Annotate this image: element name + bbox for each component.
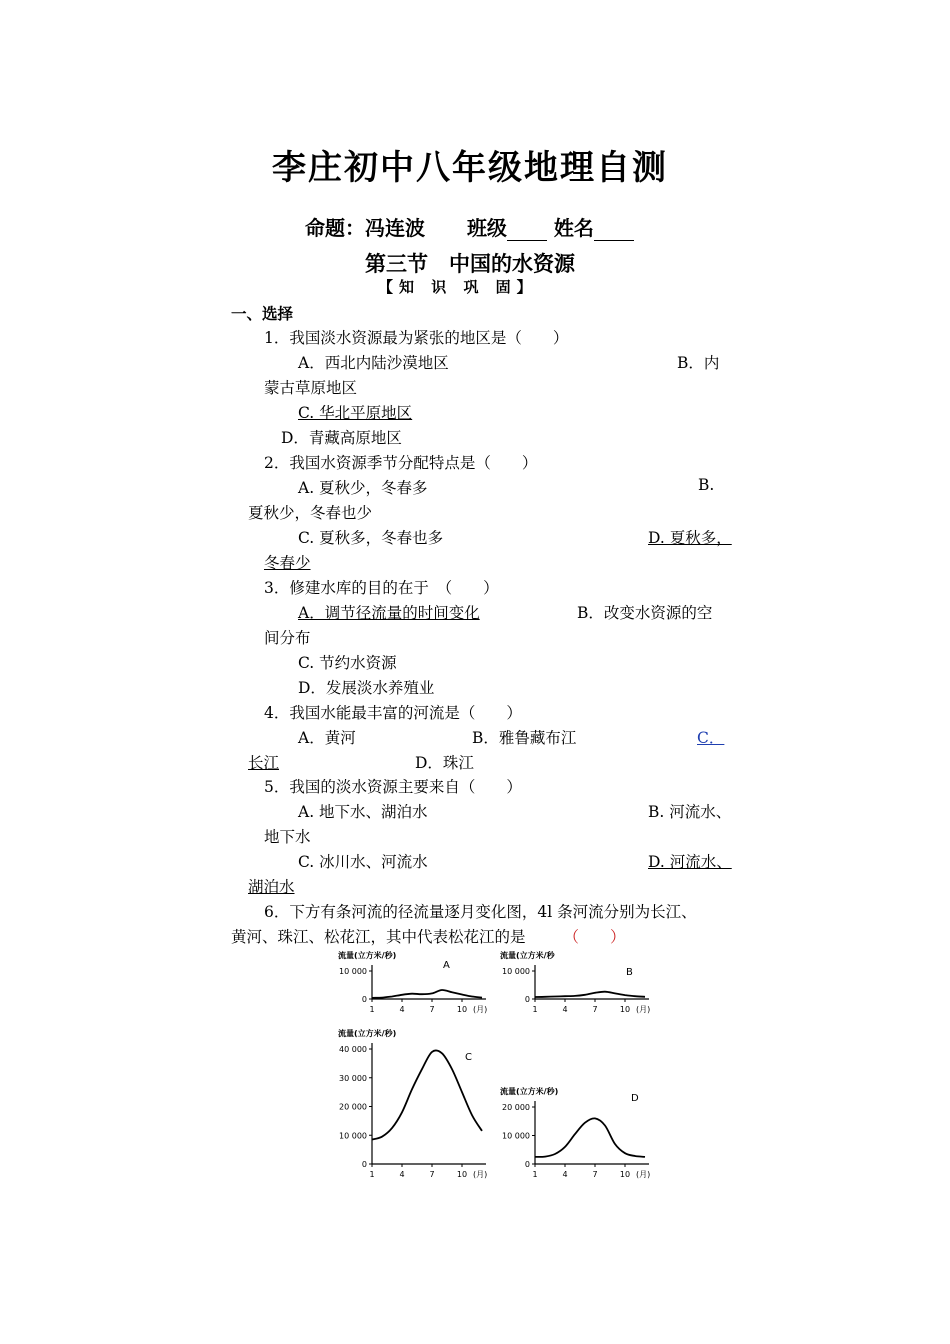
chart-a-x-tick-label: 7: [429, 1005, 435, 1014]
chart-c-x-unit: (月): [473, 1170, 488, 1179]
author-label: 命题：冯连波: [305, 216, 425, 240]
chart-c-series-line: [372, 1050, 482, 1139]
chart-d-series-line: [535, 1118, 645, 1157]
chart-b-x-tick-label: 10: [619, 1005, 631, 1014]
q2-option-c: C. 夏秋多，冬春也多: [298, 529, 444, 547]
chart-a-panel-label: A: [443, 960, 450, 971]
name-label: 姓名: [553, 216, 594, 240]
chart-d-y-label: 流量(立方米/秒): [500, 1087, 559, 1096]
chart-d-x-tick-label: 7: [592, 1170, 598, 1179]
chart-d-panel-label: D: [631, 1093, 639, 1104]
chart-a-series-line: [372, 990, 482, 998]
chart-d-x-unit: (月): [636, 1170, 651, 1179]
class-label: 班级: [466, 216, 507, 240]
chart-b-y-tick-label: 10 000: [502, 967, 530, 976]
q1-option-c-answer: C. 华北平原地区: [298, 404, 413, 422]
knowledge-label: 【知 识 巩 固】: [378, 278, 538, 296]
q1-option-b-cont: 蒙古草原地区: [264, 379, 358, 397]
q3-stem: 3．修建水库的目的在于 （ ）: [264, 579, 499, 597]
chart-b-y-tick-label: 0: [524, 995, 530, 1004]
q3-option-c: C. 节约水资源: [298, 654, 397, 672]
chart-a-x-tick-label: 4: [399, 1005, 405, 1014]
q3-option-a-answer: A．调节径流量的时间变化: [298, 604, 480, 622]
q1-option-b: B．内: [677, 354, 720, 372]
q5-option-b: B. 河流水、: [648, 803, 732, 821]
q4-option-a: A．黄河: [298, 729, 356, 747]
q3-option-b: B．改变水资源的空: [577, 604, 713, 622]
q5-option-d-answer: D. 河流水、: [648, 853, 732, 871]
chart-d-y-tick-label: 10 000: [502, 1131, 530, 1141]
chart-a-y-tick-label: 0: [361, 995, 367, 1004]
page-title: 李庄初中八年级地理自测: [272, 148, 668, 188]
section-title: 第三节 中国的水资源: [365, 251, 575, 276]
chart-a-y-tick-label: 10 000: [339, 967, 367, 976]
chart-c-x-tick-label: 10: [456, 1170, 468, 1179]
q2-option-d-cont: 冬春少: [264, 554, 311, 572]
chart-c-x-tick-label: 1: [369, 1170, 375, 1179]
q2-option-d-answer: D. 夏秋多，: [648, 529, 732, 547]
q4-option-c-cont: 长江: [248, 754, 280, 772]
chart-c-y-tick-label: 20 000: [339, 1102, 367, 1112]
q1-stem: 1．我国淡水资源最为紧张的地区是（ ）: [264, 329, 569, 347]
q6-line2: [231, 925, 626, 947]
q4-stem: 4．我国水能最丰富的河流是（ ）: [264, 704, 522, 722]
chart-c-y-tick-label: 0: [361, 1160, 367, 1169]
chart-c-x-tick-label: 4: [399, 1170, 405, 1179]
q5-option-c: C. 冰川水、河流水: [298, 853, 428, 871]
name-blank: [594, 222, 634, 241]
q6-answer-paren: （ ）: [563, 928, 626, 946]
q4-option-d: D．珠江: [415, 754, 474, 772]
chart-c-y-tick-label: 40 000: [339, 1045, 367, 1054]
chart-c-y-tick-label: 10 000: [339, 1131, 367, 1141]
q5-option-d-cont: 湖泊水: [248, 878, 295, 896]
chart-a-x-tick-label: 10: [456, 1005, 468, 1014]
chart-c-y-label: 流量(立方米/秒): [338, 1029, 397, 1038]
q5-option-a: A. 地下水、湖泊水: [298, 803, 428, 821]
chart-d-y-tick-label: 0: [524, 1160, 530, 1169]
chart-b-x-tick-label: 1: [532, 1005, 538, 1014]
chart-c-panel-label: C: [465, 1052, 472, 1063]
chart-b-panel-label: B: [626, 967, 633, 978]
q6-line1: 6．下方有条河流的径流量逐月变化图，4l 条河流分别为长江、: [264, 903, 697, 921]
chart-b-series-line: [535, 992, 645, 997]
q2-option-a: A. 夏秋少，冬春多: [298, 479, 428, 497]
q4-option-c-link[interactable]: C．: [697, 729, 725, 747]
chart-b-x-tick-label: 7: [592, 1005, 598, 1014]
part-heading: 一、选择: [231, 304, 294, 323]
chart-b-y-label: 流量(立方米/秒: [500, 951, 555, 960]
chart-d-y-tick-label: 20 000: [502, 1103, 530, 1112]
author-line: [305, 212, 634, 241]
chart-d-x-tick-label: 10: [619, 1170, 631, 1179]
class-blank: [507, 222, 547, 241]
q2-stem: 2．我国水资源季节分配特点是（ ）: [264, 454, 538, 472]
q4-option-b: B．雅鲁藏布江: [472, 729, 577, 747]
q1-option-d: D．青藏高原地区: [281, 429, 402, 447]
chart-a-x-tick-label: 1: [369, 1005, 375, 1014]
chart-c-x-tick-label: 7: [429, 1170, 435, 1179]
q2-option-b: B.: [698, 476, 715, 494]
chart-d-x-tick-label: 4: [562, 1170, 568, 1179]
q5-option-b-cont: 地下水: [264, 828, 311, 846]
chart-a-x-unit: (月): [473, 1005, 488, 1014]
q3-option-d: D．发展淡水养殖业: [298, 679, 435, 697]
chart-b-x-unit: (月): [636, 1005, 651, 1014]
chart-c-y-tick-label: 30 000: [339, 1073, 367, 1083]
q6-line2-text: 黄河、珠江、松花江，其中代表松花江的是: [231, 928, 526, 946]
q3-option-b-cont: 间分布: [264, 629, 311, 647]
chart-a-y-label: 流量(立方米/秒): [338, 951, 397, 960]
chart-b-x-tick-label: 4: [562, 1005, 568, 1014]
q1-option-a: A．西北内陆沙漠地区: [298, 354, 449, 372]
chart-d-x-tick-label: 1: [532, 1170, 538, 1179]
q5-stem: 5．我国的淡水资源主要来自（ ）: [264, 778, 522, 796]
q2-option-b-cont: 夏秋少，冬春也少: [248, 504, 373, 522]
